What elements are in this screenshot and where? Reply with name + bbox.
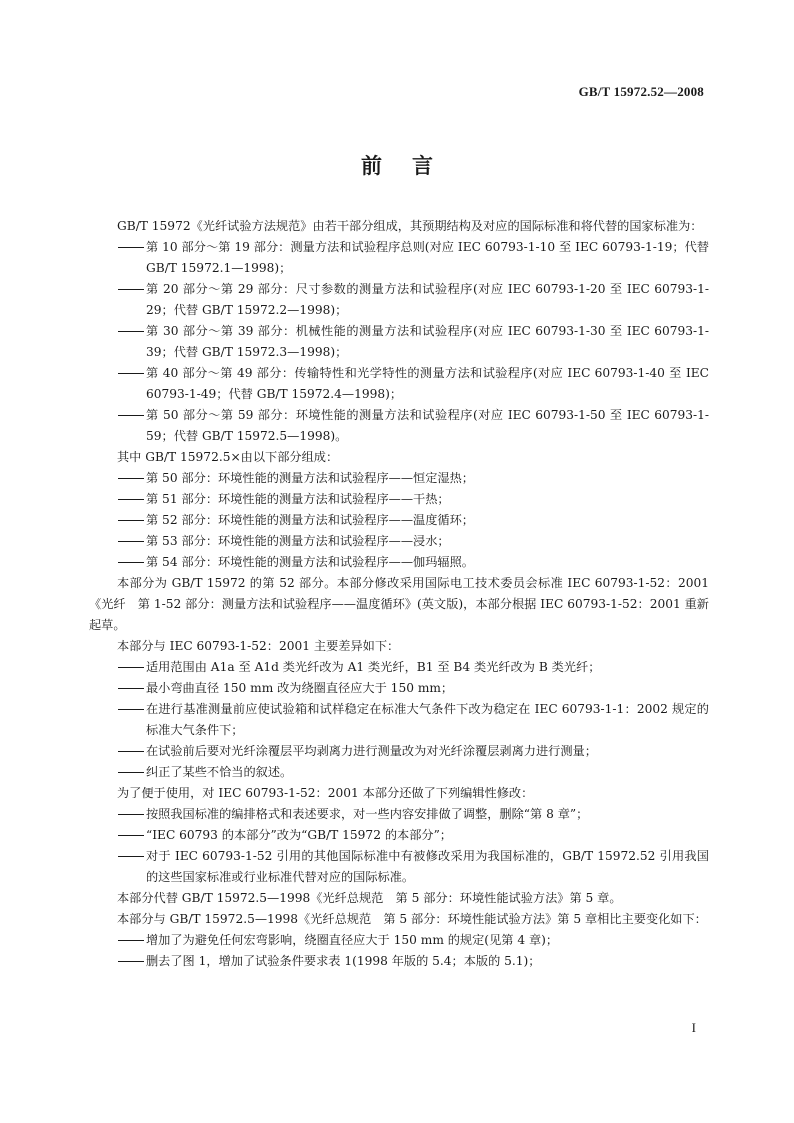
dash-list-item (89, 531, 709, 552)
paragraph (89, 573, 709, 636)
paragraph (89, 909, 709, 930)
text: 第 40 部分～第 49 部分：传输特性和光学特性的测量方法和试验程序(对应 IEC 60793-1-40 至 IEC 60793-1-49；代替 GB/T 15972.4—1998)； (146, 366, 709, 401)
text: 本部分与 GB/T 15972.5—1998《光纤总规范 第 5 部分：环境性能试验方法》第 5 章相比主要变化如下： (117, 912, 707, 926)
dash-list-item (89, 678, 709, 699)
dash-list-item (89, 825, 709, 846)
paragraph (89, 888, 709, 909)
text: 第 50 部分：环境性能的测量方法和试验程序——恒定湿热； (146, 471, 474, 485)
text: 第 52 部分：环境性能的测量方法和试验程序——温度循环； (146, 513, 474, 527)
dash-list-item (89, 657, 709, 678)
dash-list-item (89, 279, 709, 321)
text: 其中 GB/T 15972.5×由以下部分组成： (117, 450, 339, 464)
text: 本部分代替 GB/T 15972.5—1998《光纤总规范 第 5 部分：环境性能试验方法》第 5 章。 (117, 891, 622, 905)
text: 最小弯曲直径 150 mm 改为绕圈直径应大于 150 mm； (146, 681, 454, 695)
text: 第 53 部分：环境性能的测量方法和试验程序——浸水； (146, 534, 450, 548)
dash-list-item (89, 846, 709, 888)
page-title: 前言 (361, 153, 463, 178)
dash-list-item (89, 489, 709, 510)
dash-list-item (89, 405, 709, 447)
dash-list-item (89, 363, 709, 405)
text: 本部分为 GB/T 15972 的第 52 部分。本部分修改采用国际电工技术委员会标准 IEC 60793-1-52：2001《光纤 第 1-52 部分：测量方法和试验程序——温度循环》(英文版)，本部分根据 IEC 60793-1-52：2001 重新起草。 (89, 576, 709, 632)
text: 适用范围由 A1a 至 A1d 类光纤改为 A1 类光纤，B1 至 B4 类光纤改为 B 类光纤； (146, 660, 601, 674)
text: 增加了为避免任何宏弯影响，绕圈直径应大于 150 mm 的规定(见第 4 章)； (146, 933, 559, 947)
text: 对于 IEC 60793-1-52 引用的其他国际标准中有被修改采用为我国标准的，GB/T 15972.52 引用我国的这些国家标准或行业标准代替对应的国际标准。 (146, 849, 709, 884)
text: GB/T 15972《光纤试验方法规范》由若干部分组成，其预期结构及对应的国际标准和将代替的国家标准为： (117, 219, 703, 233)
text: 在进行基准测量前应使试验箱和试样稳定在标准大气条件下改为稳定在 IEC 60793-1-1：2002 规定的标准大气条件下； (146, 702, 709, 737)
dash-list-item (89, 321, 709, 363)
foreword-body (89, 216, 709, 972)
dash-list-item (89, 951, 709, 972)
text: 删去了图 1，增加了试验条件要求表 1(1998 年版的 5.4；本版的 5.1)； (146, 954, 541, 968)
text: 为了便于使用，对 IEC 60793-1-52：2001 本部分还做了下列编辑性修改： (117, 786, 534, 800)
text: 第 30 部分～第 39 部分：机械性能的测量方法和试验程序(对应 IEC 60793-1-30 至 IEC 60793-1-39；代替 GB/T 15972.3—1998)； (146, 324, 709, 359)
dash-list-item (89, 741, 709, 762)
paragraph (89, 783, 709, 804)
paragraph (89, 216, 709, 237)
paragraph (89, 636, 709, 657)
standard-number: GB/T 15972.52—2008 (578, 84, 704, 99)
dash-list-item (89, 237, 709, 279)
text: 第 10 部分～第 19 部分：测量方法和试验程序总则(对应 IEC 60793-1-10 至 IEC 60793-1-19；代替 GB/T 15972.1—1998)； (146, 240, 709, 275)
text: 在试验前后要对光纤涂覆层平均剥离力进行测量改为对光纤涂覆层剥离力进行测量； (146, 744, 597, 758)
text: 本部分与 IEC 60793-1-52：2001 主要差异如下： (117, 639, 400, 653)
text: 按照我国标准的编排格式和表述要求，对一些内容安排做了调整，删除“第 8 章”； (146, 807, 589, 821)
dash-list-item (89, 804, 709, 825)
paragraph (89, 447, 709, 468)
text: 第 20 部分～第 29 部分：尺寸参数的测量方法和试验程序(对应 IEC 60793-1-20 至 IEC 60793-1-29；代替 GB/T 15972.2—1998)； (146, 282, 709, 317)
dash-list-item (89, 468, 709, 489)
page-number: I (691, 1020, 696, 1035)
dash-list-item (89, 930, 709, 951)
dash-list-item (89, 510, 709, 531)
text: 第 50 部分～第 59 部分：环境性能的测量方法和试验程序(对应 IEC 60793-1-50 至 IEC 60793-1-59；代替 GB/T 15972.5—1998)。 (146, 408, 709, 443)
dash-list-item (89, 699, 709, 741)
text: 纠正了某些不恰当的叙述。 (146, 765, 293, 779)
text: “IEC 60793 的本部分”改为“GB/T 15972 的本部分”； (146, 828, 452, 842)
text: 第 51 部分：环境性能的测量方法和试验程序——干热； (146, 492, 450, 506)
text: 第 54 部分：环境性能的测量方法和试验程序——伽玛辐照。 (146, 555, 474, 569)
dash-list-item (89, 762, 709, 783)
dash-list-item (89, 552, 709, 573)
